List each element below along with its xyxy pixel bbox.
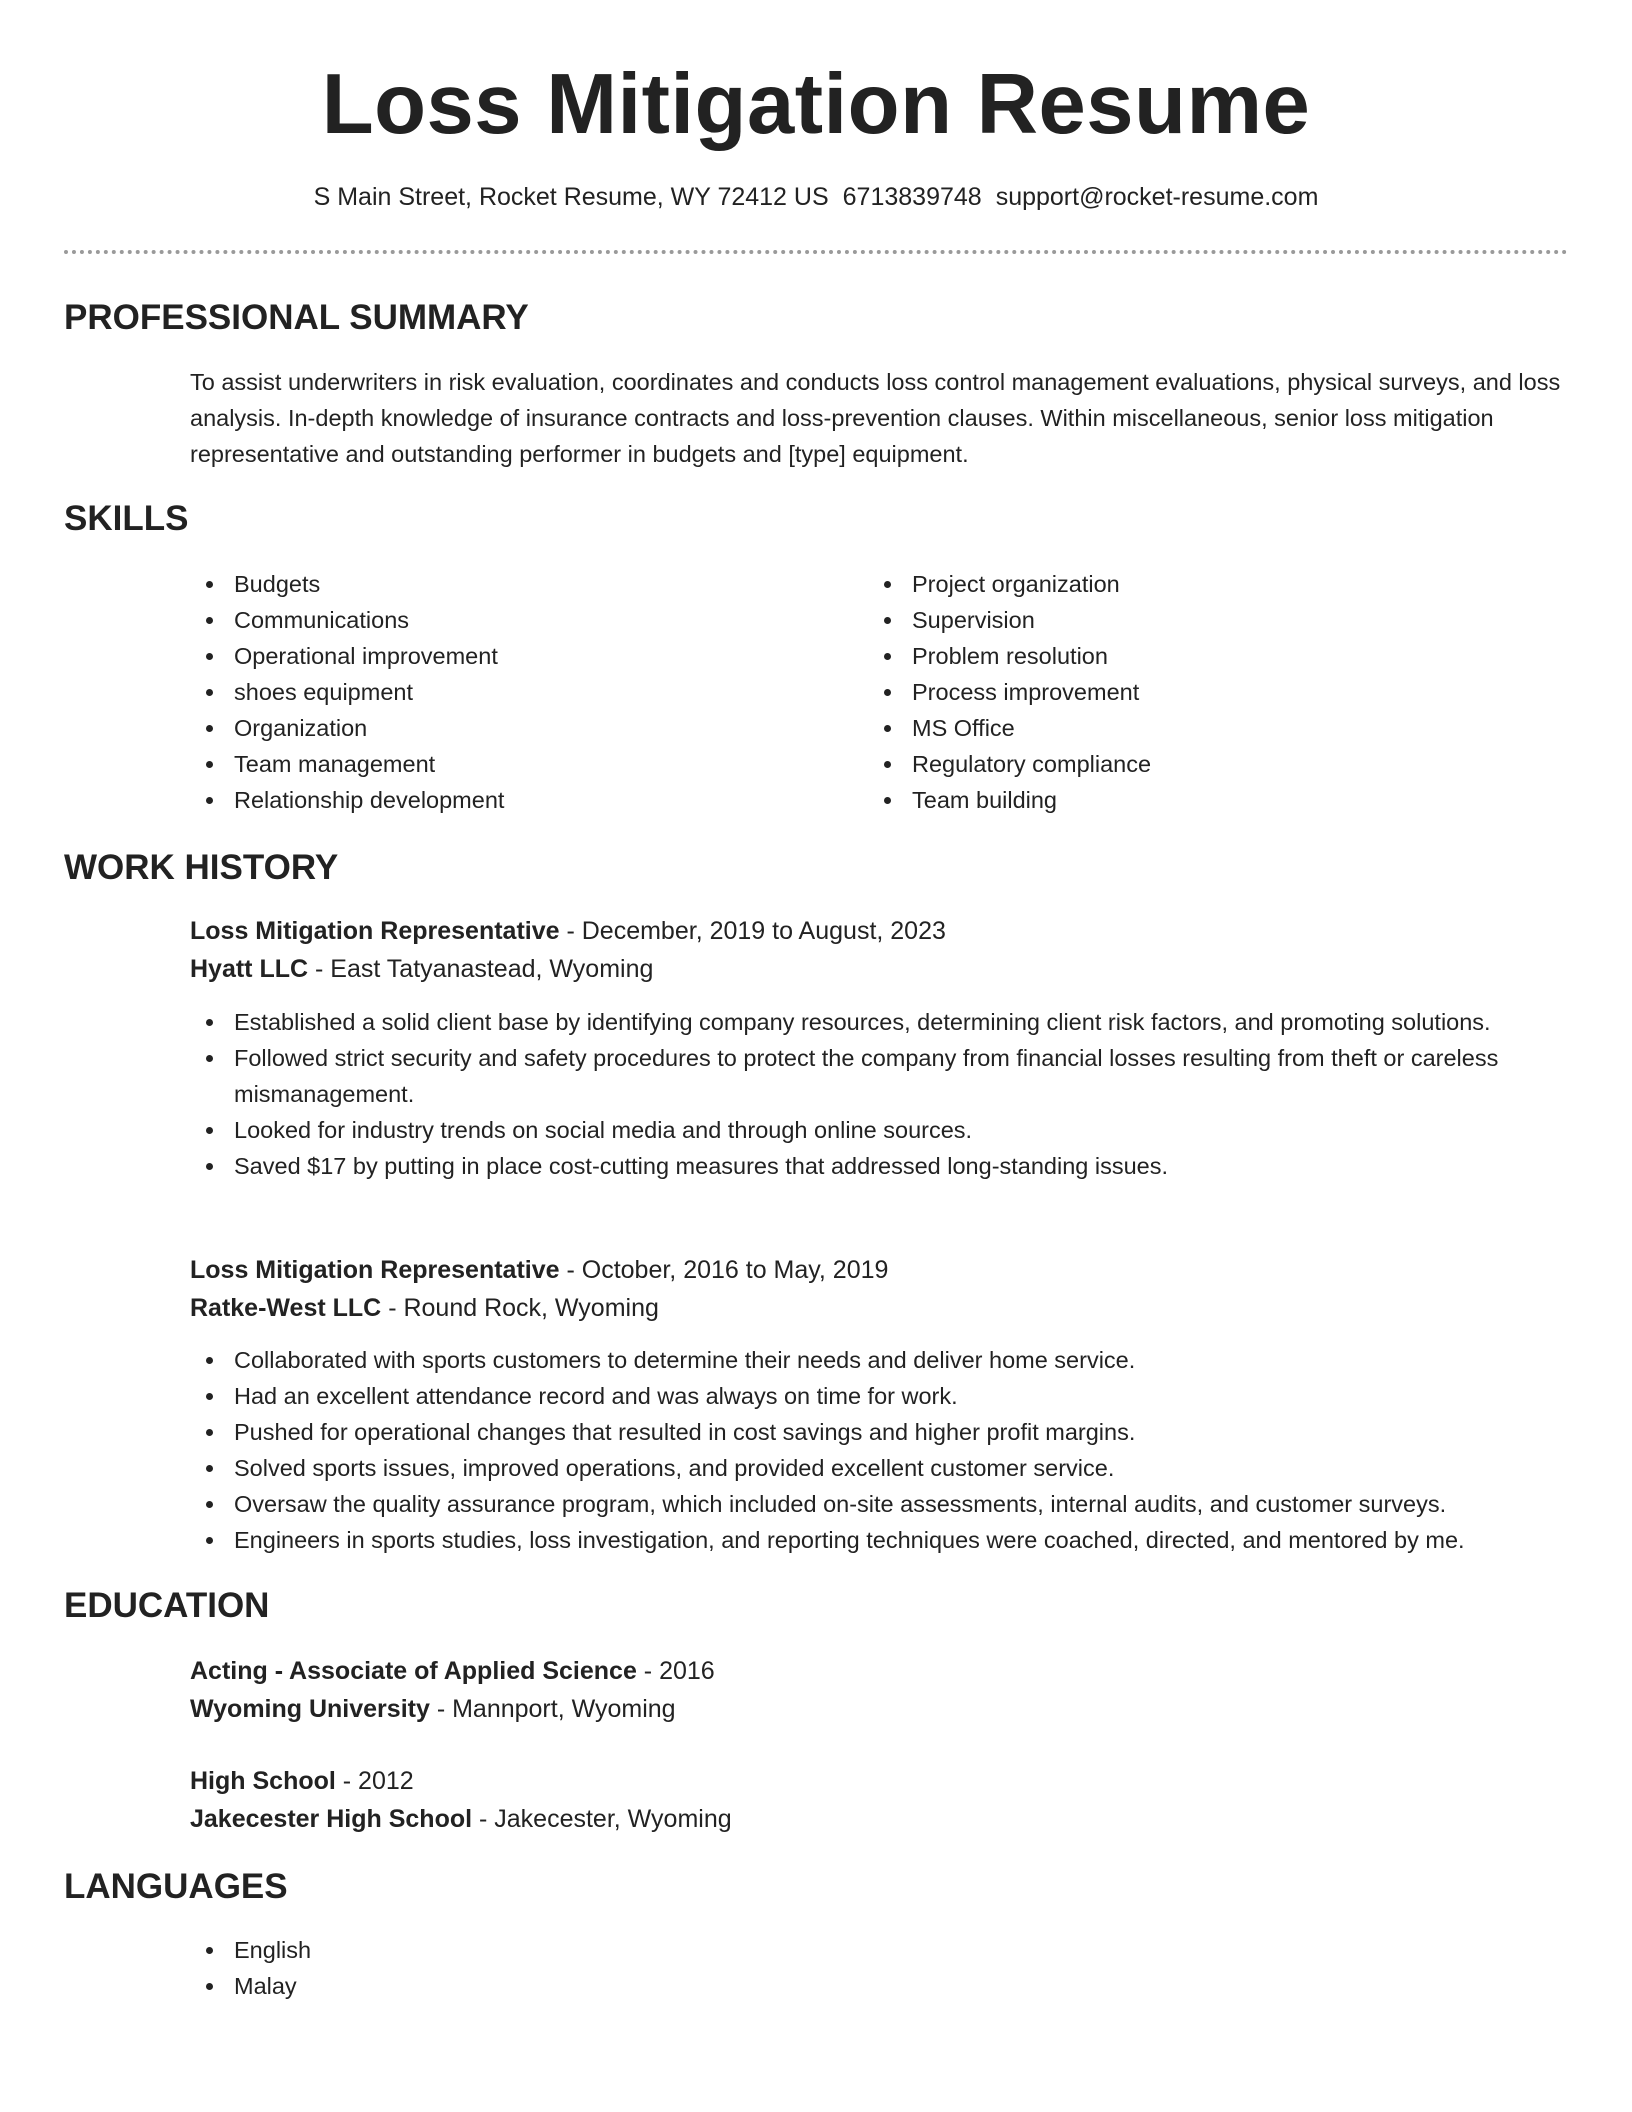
skill-item: Relationship development <box>190 782 810 818</box>
language-item: English <box>190 1932 1568 1968</box>
school: Jakecester High School <box>190 1805 473 1833</box>
skill-item: Communications <box>190 602 810 638</box>
job-bullet: Collaborated with sports customers to determine their needs and deliver home service. <box>190 1342 1568 1378</box>
job-title-line <box>190 912 1568 950</box>
job-location: - East Tatyanastead, Wyoming <box>308 955 654 983</box>
degree-year: - 2012 <box>335 1767 414 1795</box>
resume-title: Loss Mitigation Resume <box>321 57 1311 152</box>
job-bullet: Solved sports issues, improved operations, and provided excellent customer service. <box>190 1450 1568 1486</box>
job-company: Hyatt LLC <box>190 955 309 983</box>
skill-item: Operational improvement <box>190 638 810 674</box>
job-company-line <box>190 1289 1568 1327</box>
language-item: Malay <box>190 1968 1568 2004</box>
school-location: - Mannport, Wyoming <box>429 1695 676 1723</box>
job-bullet: Looked for industry trends on social media and through online sources. <box>190 1112 1568 1148</box>
contact-address: S Main Street, Rocket Resume, WY 72412 US <box>313 183 829 211</box>
job-title-line <box>190 1251 1568 1289</box>
degree-line <box>190 1762 1568 1800</box>
skill-item: Team management <box>190 746 810 782</box>
degree: High School <box>190 1767 336 1795</box>
job-title: Loss Mitigation Representative <box>190 1256 560 1284</box>
job-bullets <box>190 1342 1568 1558</box>
skill-item: Team building <box>868 782 1488 818</box>
degree: Acting - Associate of Applied Science <box>190 1657 637 1685</box>
skill-item: Project organization <box>868 566 1488 602</box>
job-bullet: Oversaw the quality assurance program, which included on-site assessments, internal audits, and customer surveys. <box>190 1486 1568 1522</box>
job-entry <box>190 1251 1568 1327</box>
skills-list <box>190 566 1568 826</box>
job-title: Loss Mitigation Representative <box>190 917 560 945</box>
skills-heading: SKILLS <box>64 499 189 538</box>
skill-item: Process improvement <box>868 674 1488 710</box>
languages-list <box>190 1932 1568 2004</box>
skill-item: Regulatory compliance <box>868 746 1488 782</box>
summary-text: To assist underwriters in risk evaluation, coordinates and conducts loss control management evaluations, physical surveys, and loss analysis. In-depth knowledge of insurance contracts and loss-prevention clauses. Within miscellaneous, senior loss mitigation representative and outstanding performer in budgets and [type] equipment. <box>190 369 1561 467</box>
skill-item: Organization <box>190 710 810 746</box>
skill-item: shoes equipment <box>190 674 810 710</box>
job-entry <box>190 912 1568 988</box>
skill-item: Budgets <box>190 566 810 602</box>
skills-column-right <box>868 566 1488 818</box>
job-bullet: Had an excellent attendance record and was always on time for work. <box>190 1378 1568 1414</box>
languages-heading: LANGUAGES <box>64 1867 288 1906</box>
contact-phone: 6713839748 <box>842 183 982 211</box>
work-heading: WORK HISTORY <box>64 848 339 887</box>
job-bullet: Pushed for operational changes that resulted in cost savings and higher profit margins. <box>190 1414 1568 1450</box>
job-bullet: Saved $17 by putting in place cost-cutting measures that addressed long-standing issues. <box>190 1148 1568 1184</box>
job-company-line <box>190 950 1568 988</box>
header-divider <box>64 250 1568 254</box>
school: Wyoming University <box>190 1695 430 1723</box>
education-entry <box>190 1652 1568 1728</box>
job-bullet: Engineers in sports studies, loss investigation, and reporting techniques were coached, directed, and mentored by me. <box>190 1522 1568 1558</box>
skills-column-left <box>190 566 810 818</box>
summary-heading: PROFESSIONAL SUMMARY <box>64 298 529 337</box>
degree-year: - 2016 <box>636 1657 715 1685</box>
skill-item: MS Office <box>868 710 1488 746</box>
contact-email[interactable]: support@rocket-resume.com <box>995 183 1319 211</box>
degree-line <box>190 1652 1568 1690</box>
job-dates: - December, 2019 to August, 2023 <box>559 917 946 945</box>
contact-line <box>64 180 1568 214</box>
job-bullet: Followed strict security and safety procedures to protect the company from financial losses resulting from theft or careless mismanagement. <box>190 1040 1568 1112</box>
education-heading: EDUCATION <box>64 1586 270 1625</box>
job-dates: - October, 2016 to May, 2019 <box>559 1256 889 1284</box>
job-company: Ratke-West LLC <box>190 1294 382 1322</box>
education-entry <box>190 1762 1568 1838</box>
job-location: - Round Rock, Wyoming <box>381 1294 659 1322</box>
school-location: - Jakecester, Wyoming <box>472 1805 732 1833</box>
skill-item: Supervision <box>868 602 1488 638</box>
job-bullets <box>190 1004 1568 1184</box>
skill-item: Problem resolution <box>868 638 1488 674</box>
school-line <box>190 1800 1568 1838</box>
school-line <box>190 1690 1568 1728</box>
job-bullet: Established a solid client base by identifying company resources, determining client risk factors, and promoting solutions. <box>190 1004 1568 1040</box>
